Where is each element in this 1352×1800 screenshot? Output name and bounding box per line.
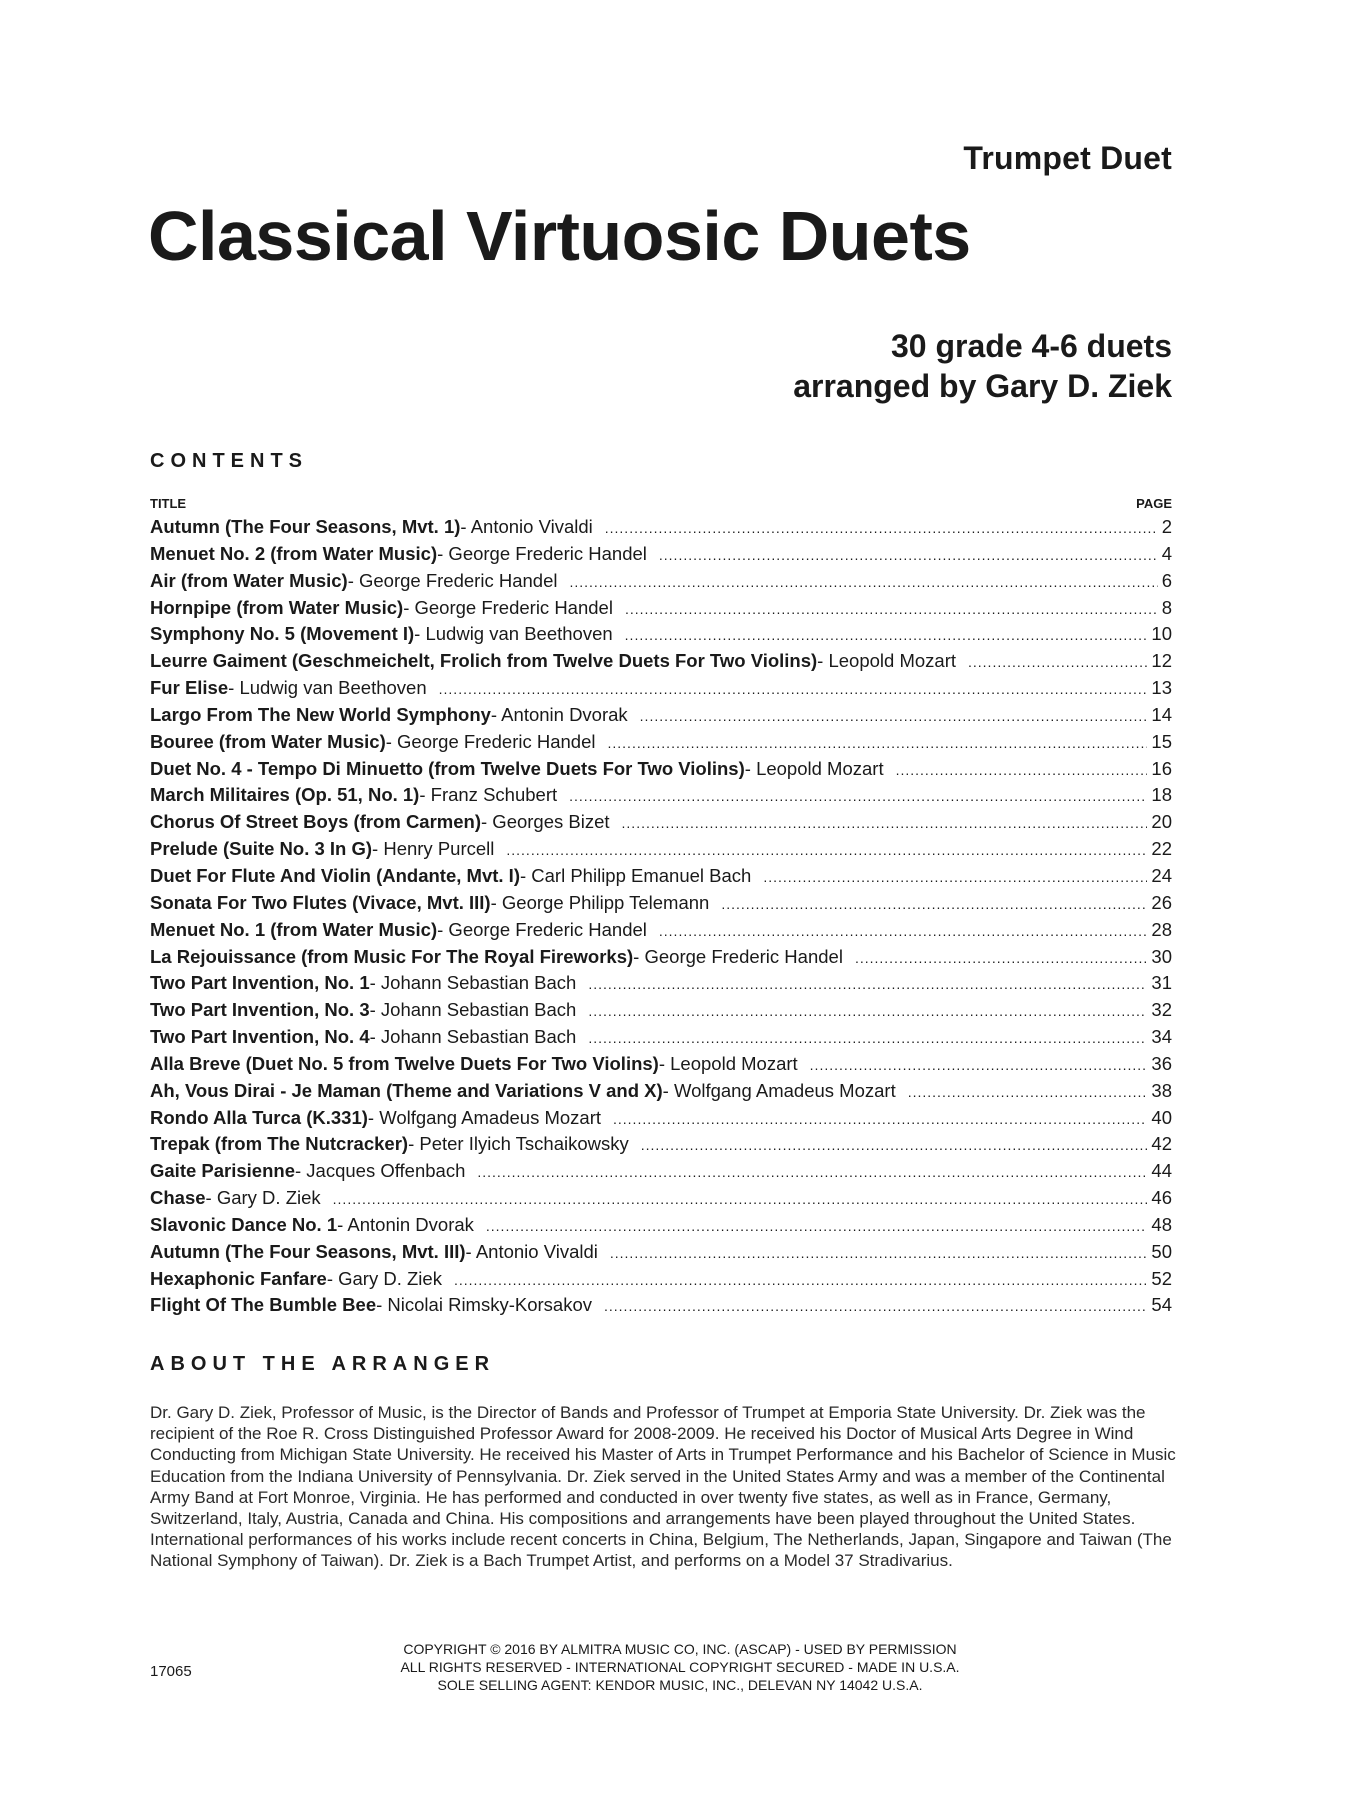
toc-entry (150, 1187, 1172, 1214)
toc-entry (150, 731, 1172, 758)
toc-entry-title: Gaite Parisienne (150, 1160, 295, 1182)
toc-entry (150, 1160, 1172, 1187)
toc-entry-composer: - Franz Schubert (419, 784, 558, 806)
toc-dot-leader (588, 976, 1147, 992)
toc-dot-leader (763, 869, 1147, 885)
toc-entry-page-number: 44 (1151, 1160, 1172, 1182)
toc-entry-title: Symphony No. 5 (Movement I) (150, 623, 415, 645)
toc-entry-composer: - Henry Purcell (372, 838, 495, 860)
toc-entry-page-number: 54 (1151, 1294, 1172, 1316)
toc-entry-page-number: 22 (1151, 838, 1172, 860)
toc-rows (150, 516, 1172, 1321)
toc-entry-title: Autumn (The Four Seasons, Mvt. III) (150, 1240, 466, 1262)
toc-entry (150, 1133, 1172, 1160)
toc-dot-leader (506, 842, 1147, 858)
toc-entry (150, 1080, 1172, 1107)
toc-entry (150, 811, 1172, 838)
toc-entry-page-number: 34 (1151, 1026, 1172, 1048)
toc-dot-leader (439, 681, 1148, 697)
book-title: Classical Virtuosic Duets (148, 197, 971, 275)
toc-entry-composer: - Ludwig van Beethoven (228, 677, 427, 699)
toc-dot-leader (810, 1057, 1148, 1073)
toc-entry-composer: - Antonio Vivaldi (465, 1240, 598, 1262)
toc-entry-composer: - Johann Sebastian Bach (369, 972, 577, 994)
toc-entry-title: Slavonic Dance No. 1 (150, 1213, 338, 1235)
toc-entry (150, 1241, 1172, 1268)
toc-entry-composer: - Johann Sebastian Bach (369, 1026, 577, 1048)
about-arranger-heading: ABOUT THE ARRANGER (150, 1353, 496, 1375)
toc-entry-composer: - Carl Philipp Emanuel Bach (519, 864, 752, 886)
contents-heading: CONTENTS (150, 450, 308, 472)
toc-entry (150, 597, 1172, 624)
toc-entry (150, 784, 1172, 811)
toc-entry-composer: - Nicolai Rimsky-Korsakov (376, 1294, 592, 1316)
toc-entry-composer: - Wolfgang Amadeus Mozart (662, 1079, 896, 1101)
toc-entry (150, 1026, 1172, 1053)
toc-column-headers (150, 492, 1172, 516)
grade-description: 30 grade 4-6 duets (891, 328, 1172, 364)
toc-dot-leader (968, 654, 1147, 670)
toc-entry-page-number: 2 (1161, 516, 1172, 537)
toc-entry (150, 999, 1172, 1026)
toc-entry-title: Prelude (Suite No. 3 In G) (150, 838, 373, 860)
toc-entry-page-number: 30 (1151, 945, 1172, 967)
toc-entry-title: Rondo Alla Turca (K.331) (150, 1106, 368, 1128)
toc-entry-composer: - Leopold Mozart (744, 757, 884, 779)
toc-entry-page-number: 28 (1151, 918, 1172, 940)
toc-entry-title: Alla Breve (Duet No. 5 from Twelve Duets For Two Violins) (150, 1052, 659, 1074)
toc-entry-composer: - Antonin Dvorak (337, 1213, 474, 1235)
toc-entry-page-number: 10 (1151, 623, 1172, 645)
toc-entry-title: Trepak (from The Nutcracker) (150, 1133, 409, 1155)
toc-entry-title: Largo From The New World Symphony (150, 703, 491, 725)
toc-entry (150, 650, 1172, 677)
toc-dot-leader (333, 1191, 1148, 1207)
toc-dot-leader (625, 627, 1148, 643)
toc-entry-page-number: 42 (1151, 1133, 1172, 1155)
toc-entry-page-number: 16 (1151, 757, 1172, 779)
toc-entry-title: Ah, Vous Dirai - Je Maman (Theme and Variations V and X) (150, 1079, 663, 1101)
toc-dot-leader (610, 1245, 1148, 1261)
toc-entry (150, 865, 1172, 892)
toc-dot-leader (613, 1111, 1147, 1127)
toc-entry-title: Duet For Flute And Violin (Andante, Mvt. I) (150, 864, 520, 886)
arranger-biography: Dr. Gary D. Ziek, Professor of Music, is the Director of Bands and Professor of Trumpet at Emporia State University. Dr. Ziek was the recipient of the Roe R. Cross Distinguished Professor Award for 2008-2009. He received his Doctor of Musical Arts Degree in Wind Conducting from Michigan State University. He received his Master of Arts in Trumpet Performance and his Bachelor of Science in Music Education from the Indiana University of Pennsylvania. Dr. Ziek served in the United States Army and was a member of the Continental Army Band at Fort Monroe, Virginia. He has performed and conducted in over twenty five states, as well as in France, Germany, Switzerland, Italy, Austria, Canada and China. His compositions and arrangements have been played throughout the United States. International performances of his works include recent concerts in China, Belgium, The Netherlands, Japan, Singapore and Taiwan (The National Symphony of Taiwan). Dr. Ziek is a Bach Trumpet Artist, and performs on a Model 37 Stradivarius. (150, 1403, 1176, 1571)
toc-entry-title: Autumn (The Four Seasons, Mvt. 1) (150, 516, 461, 537)
toc-entry-title: Air (from Water Music) (150, 569, 348, 591)
toc-entry-composer: - George Frederic Handel (633, 945, 843, 967)
toc-entry-composer: - George Frederic Handel (385, 730, 596, 752)
toc-entry-page-number: 50 (1151, 1240, 1172, 1262)
copyright-line: SOLE SELLING AGENT: KENDOR MUSIC, INC., DELEVAN NY 14042 U.S.A. (437, 1677, 923, 1693)
toc-entry-title: Fur Elise (150, 677, 229, 699)
toc-entry-title: Hornpipe (from Water Music) (150, 596, 404, 618)
copyright-line: ALL RIGHTS RESERVED - INTERNATIONAL COPYRIGHT SECURED - MADE IN U.S.A. (400, 1659, 960, 1675)
toc-entry-title: Leurre Gaiment (Geschmeichelt, Frolich from Twelve Duets For Two Violins) (150, 650, 818, 672)
toc-entry-page-number: 32 (1151, 999, 1172, 1021)
toc-entry-page-number: 14 (1151, 703, 1172, 725)
toc-entry-page-number: 52 (1151, 1267, 1172, 1289)
toc-entry (150, 1053, 1172, 1080)
toc-entry-composer: - Wolfgang Amadeus Mozart (367, 1106, 601, 1128)
toc-entry-title: March Militaires (Op. 51, No. 1) (150, 784, 420, 806)
toc-dot-leader (569, 574, 1157, 590)
toc-entry-composer: - Leopold Mozart (817, 650, 956, 672)
toc-entry-composer: - George Frederic Handel (437, 918, 647, 940)
toc-dot-leader (588, 1030, 1147, 1046)
toc-entry-title: Chase (150, 1187, 206, 1209)
toc-entry (150, 1214, 1172, 1241)
toc-dot-leader (640, 708, 1148, 724)
toc-entry (150, 1268, 1172, 1295)
toc-entry-composer: - George Frederic Handel (403, 596, 613, 618)
toc-entry-composer: - Gary D. Ziek (326, 1267, 442, 1289)
toc-entry-page-number: 4 (1161, 542, 1172, 564)
toc-entry (150, 758, 1172, 785)
toc-entry-composer: - Antonin Dvorak (490, 703, 628, 725)
toc-dot-leader (625, 601, 1158, 617)
toc-dot-leader (908, 1084, 1148, 1100)
toc-entry-composer: - Georges Bizet (481, 811, 610, 833)
toc-entry-page-number: 12 (1151, 650, 1172, 672)
toc-dot-leader (604, 1298, 1147, 1314)
copyright-line: COPYRIGHT © 2016 BY ALMITRA MUSIC CO, INC. (ASCAP) - USED BY PERMISSION (403, 1641, 957, 1657)
toc-entry (150, 677, 1172, 704)
toc-entry (150, 838, 1172, 865)
toc-entry (150, 623, 1172, 650)
toc-entry-title: Flight Of The Bumble Bee (150, 1294, 377, 1316)
toc-entry-composer: - George Philipp Telemann (490, 891, 710, 913)
toc-entry-composer: - Peter Ilyich Tschaikowsky (408, 1133, 629, 1155)
toc-entry-page-number: 36 (1151, 1052, 1172, 1074)
toc-entry-title: Two Part Invention, No. 1 (150, 972, 370, 994)
toc-dot-leader (855, 950, 1147, 966)
toc-entry-page-number: 40 (1151, 1106, 1172, 1128)
toc-entry-composer: - Jacques Offenbach (294, 1160, 466, 1182)
toc-entry-composer: - Antonio Vivaldi (460, 516, 593, 537)
toc-dot-leader (486, 1218, 1148, 1234)
toc-entry (150, 972, 1172, 999)
toc-entry-title: Two Part Invention, No. 4 (150, 1026, 370, 1048)
toc-entry-title: Menuet No. 2 (from Water Music) (150, 542, 438, 564)
toc-entry-title: Duet No. 4 - Tempo Di Minuetto (from Twelve Duets For Two Violins) (150, 757, 745, 779)
catalog-number: 17065 (150, 1663, 192, 1680)
toc-entry-title: La Rejouissance (from Music For The Royal Fireworks) (150, 945, 634, 967)
toc-entry (150, 543, 1172, 570)
toc-page-column-header: PAGE (1136, 496, 1172, 511)
toc-entry-page-number: 8 (1161, 596, 1172, 618)
toc-dot-leader (454, 1272, 1147, 1288)
copyright-notice (280, 1640, 1080, 1694)
toc-dot-leader (721, 896, 1147, 912)
toc-dot-leader (569, 788, 1147, 804)
toc-dot-leader (641, 1137, 1148, 1153)
toc-entry-page-number: 6 (1161, 569, 1172, 591)
toc-entry-page-number: 31 (1151, 972, 1172, 994)
toc-entry (150, 946, 1172, 973)
toc-entry-page-number: 38 (1151, 1079, 1172, 1101)
table-of-contents (150, 492, 1172, 1321)
arranger-credit: arranged by Gary D. Ziek (793, 368, 1172, 404)
toc-dot-leader (659, 923, 1148, 939)
toc-dot-leader (608, 735, 1148, 751)
toc-dot-leader (477, 1164, 1147, 1180)
toc-entry (150, 892, 1172, 919)
toc-entry-composer: - Ludwig van Beethoven (414, 623, 613, 645)
toc-entry-title: Menuet No. 1 (from Water Music) (150, 918, 438, 940)
toc-dot-leader (622, 815, 1148, 831)
toc-dot-leader (659, 547, 1158, 563)
toc-entry-title: Bouree (from Water Music) (150, 730, 386, 752)
toc-entry-page-number: 18 (1151, 784, 1172, 806)
toc-entry-page-number: 48 (1151, 1213, 1172, 1235)
toc-entry (150, 919, 1172, 946)
toc-entry-page-number: 20 (1151, 811, 1172, 833)
toc-entry (150, 1294, 1172, 1321)
toc-entry-title: Two Part Invention, No. 3 (150, 999, 370, 1021)
toc-entry (150, 570, 1172, 597)
toc-title-column-header: TITLE (150, 496, 187, 511)
toc-entry (150, 516, 1172, 543)
toc-entry (150, 1107, 1172, 1134)
toc-entry-page-number: 46 (1151, 1187, 1172, 1209)
book-subtitle (793, 326, 1172, 406)
toc-entry-composer: - George Frederic Handel (437, 542, 647, 564)
toc-entry-title: Sonata For Two Flutes (Vivace, Mvt. III) (150, 891, 491, 913)
toc-entry-title: Hexaphonic Fanfare (150, 1267, 327, 1289)
instrument-series-label: Trumpet Duet (963, 140, 1172, 176)
toc-dot-leader (605, 520, 1158, 536)
toc-entry-composer: - Johann Sebastian Bach (369, 999, 577, 1021)
toc-entry-composer: - George Frederic Handel (347, 569, 558, 591)
toc-entry-composer: - Gary D. Ziek (205, 1187, 321, 1209)
toc-entry (150, 704, 1172, 731)
toc-entry-page-number: 26 (1151, 891, 1172, 913)
toc-entry-title: Chorus Of Street Boys (from Carmen) (150, 811, 481, 833)
toc-dot-leader (588, 1003, 1147, 1019)
toc-entry-page-number: 15 (1151, 730, 1172, 752)
toc-entry-composer: - Leopold Mozart (658, 1052, 798, 1074)
toc-entry-page-number: 13 (1151, 677, 1172, 699)
toc-dot-leader (896, 762, 1148, 778)
toc-entry-page-number: 24 (1151, 864, 1172, 886)
